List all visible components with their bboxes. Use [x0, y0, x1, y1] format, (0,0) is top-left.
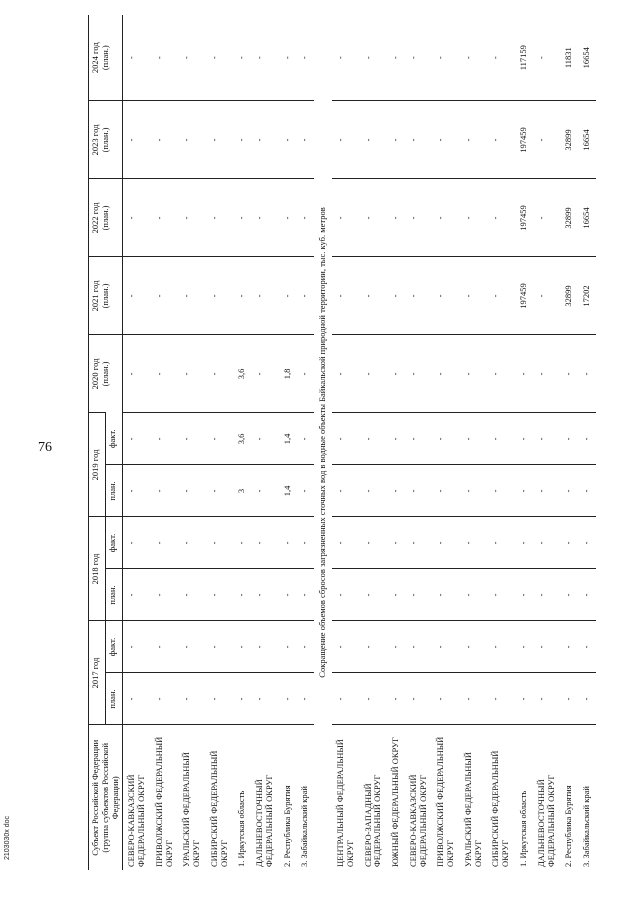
table-cell: - [296, 673, 314, 725]
table-cell: - [332, 621, 360, 673]
table-cell: - [151, 569, 179, 621]
row-subject: ДАЛЬНЕВОСТОЧНЫЙ ФЕДЕРАЛЬНЫЙ ОКРУГ [533, 725, 561, 870]
table-cell: - [578, 569, 596, 621]
header-subject: Субъект Российской Федерации (группа субъектов Российской Федерации) [89, 725, 123, 870]
table-cell: - [387, 335, 405, 413]
table-cell: - [279, 673, 297, 725]
table-row [233, 15, 251, 870]
table-cell: - [432, 257, 460, 335]
row-subject: СЕВЕРО-ЗАПАДНЫЙ ФЕДЕРАЛЬНЫЙ ОКРУГ [360, 725, 388, 870]
table-cell: - [178, 413, 206, 465]
table-cell: - [233, 517, 251, 569]
table-cell: 32899 [560, 257, 578, 335]
table-cell: - [233, 569, 251, 621]
table-cell: 1,8 [279, 335, 297, 413]
table-cell: - [405, 673, 433, 725]
table-cell: - [281, 56, 292, 60]
table-cell: - [332, 335, 360, 413]
table-cell: - [487, 517, 515, 569]
table-cell: - [151, 465, 179, 517]
table-row [296, 15, 314, 870]
table-cell: - [533, 517, 561, 569]
table-row [206, 15, 234, 870]
table-row [578, 15, 596, 870]
table-cell: - [123, 569, 151, 621]
table-cell: - [279, 569, 297, 621]
row-subject: ПРИВОЛЖСКИЙ ФЕДЕРАЛЬНЫЙ ОКРУГ [151, 725, 179, 870]
header-subcolumn: план. [106, 465, 123, 517]
table-cell: - [181, 56, 192, 60]
header-year: 2017 год [89, 621, 106, 725]
table-cell: - [387, 517, 405, 569]
row-subject: УРАЛЬСКИЙ ФЕДЕРАЛЬНЫЙ ОКРУГ [178, 725, 206, 870]
table-cell: - [296, 179, 314, 257]
table-cell: - [360, 465, 388, 517]
table-cell: - [515, 569, 533, 621]
table-cell: - [335, 56, 346, 60]
row-subject: 2. Республика Бурятия [279, 725, 297, 870]
table-cell: - [332, 257, 360, 335]
table-cell: - [123, 413, 151, 465]
data-table [88, 15, 596, 870]
table-cell: - [206, 335, 234, 413]
table-cell: - [123, 517, 151, 569]
table-cell: - [206, 413, 234, 465]
table-cell: - [487, 179, 515, 257]
table-cell: 197459 [515, 257, 533, 335]
table-cell: 32899 [560, 179, 578, 257]
table-cell: - [460, 413, 488, 465]
table-cell: - [332, 413, 360, 465]
table-cell: - [254, 56, 265, 60]
table-cell: 117159 [517, 45, 528, 71]
row-subject: СИБИРСКИЙ ФЕДЕРАЛЬНЫЙ ОКРУГ [206, 725, 234, 870]
table-cell: - [387, 179, 405, 257]
table-cell: - [405, 465, 433, 517]
table-cell: - [432, 335, 460, 413]
table-cell: - [405, 569, 433, 621]
row-subject: ЮЖНЫЙ ФЕДЕРАЛЬНЫЙ ОКРУГ [387, 725, 405, 870]
table-cell: 1,4 [279, 465, 297, 517]
table-cell: - [405, 179, 433, 257]
table-cell: - [126, 56, 137, 60]
table-row [432, 15, 460, 870]
table-cell: - [462, 56, 473, 60]
table-cell: - [279, 101, 297, 179]
table-cell: - [432, 413, 460, 465]
table-cell: - [533, 179, 561, 257]
header-year: 2021 год (план.) [89, 257, 123, 335]
table-cell: - [460, 335, 488, 413]
table-cell: 16654 [578, 179, 596, 257]
table-cell: - [560, 465, 578, 517]
table-cell: - [178, 257, 206, 335]
table-cell: - [515, 621, 533, 673]
table-cell: - [460, 101, 488, 179]
table-cell: - [279, 179, 297, 257]
header-year: 2019 год [89, 413, 106, 517]
table-cell: - [233, 621, 251, 673]
table-cell: - [387, 257, 405, 335]
table-cell: - [360, 257, 388, 335]
table-row [360, 15, 388, 870]
table-cell: - [123, 621, 151, 673]
table-cell: - [332, 517, 360, 569]
table-cell: - [487, 673, 515, 725]
table-cell: - [362, 56, 373, 60]
table-cell: - [578, 335, 596, 413]
header-year: 2018 год [89, 517, 106, 621]
table-cell: 1,4 [279, 413, 297, 465]
table-cell: - [360, 335, 388, 413]
table-row [460, 15, 488, 870]
row-subject: ЦЕНТРАЛЬНЫЙ ФЕДЕРАЛЬНЫЙ ОКРУГ [332, 725, 360, 870]
table-cell: - [487, 257, 515, 335]
table-cell: - [578, 621, 596, 673]
table-row [151, 15, 179, 870]
table-cell: - [332, 101, 360, 179]
table-cell: - [233, 257, 251, 335]
table-cell: - [578, 517, 596, 569]
table-cell: - [533, 621, 561, 673]
header-subcolumn: план. [106, 569, 123, 621]
table-row [487, 15, 515, 870]
table-cell: - [390, 56, 401, 60]
table-cell: - [487, 413, 515, 465]
table-cell: - [233, 673, 251, 725]
table-cell: - [487, 335, 515, 413]
header-year: 2023 год (план.) [89, 101, 123, 179]
table-cell: - [206, 673, 234, 725]
row-subject: 1. Иркутская область [233, 725, 251, 870]
table-cell: - [279, 621, 297, 673]
table-cell: 197459 [515, 179, 533, 257]
table-cell: 32899 [560, 101, 578, 179]
table-cell: - [560, 621, 578, 673]
table-cell: - [123, 335, 151, 413]
table-cell: - [460, 621, 488, 673]
table-cell: - [560, 413, 578, 465]
table-cell: - [460, 179, 488, 257]
row-subject: 1. Иркутская область [515, 725, 533, 870]
table-cell: - [360, 673, 388, 725]
table-cell: - [487, 101, 515, 179]
table-row [332, 15, 360, 870]
table-cell: - [578, 673, 596, 725]
table-cell: - [151, 257, 179, 335]
table-cell: - [251, 673, 279, 725]
table-cell: - [360, 101, 388, 179]
table-row [515, 15, 533, 870]
table-cell: - [432, 621, 460, 673]
table-cell: - [560, 335, 578, 413]
table-cell: - [206, 621, 234, 673]
table-cell: - [151, 335, 179, 413]
table-cell: - [251, 257, 279, 335]
table-cell: - [407, 56, 418, 60]
table-cell: - [435, 56, 446, 60]
table-cell: - [460, 257, 488, 335]
table-cell: - [206, 179, 234, 257]
table-cell: - [387, 413, 405, 465]
row-subject: УРАЛЬСКИЙ ФЕДЕРАЛЬНЫЙ ОКРУГ [460, 725, 488, 870]
table-cell: - [151, 179, 179, 257]
row-subject: СИБИРСКИЙ ФЕДЕРАЛЬНЫЙ ОКРУГ [487, 725, 515, 870]
table-cell: - [296, 569, 314, 621]
header-year: 2022 год (план.) [89, 179, 123, 257]
rotated-table-page [88, 15, 618, 870]
table-cell: - [560, 673, 578, 725]
table-cell: - [296, 257, 314, 335]
table-cell: - [251, 465, 279, 517]
table-cell: - [123, 465, 151, 517]
table-cell: 3,6 [233, 413, 251, 465]
table-cell: - [332, 179, 360, 257]
header-subcolumn: факт. [106, 621, 123, 673]
row-subject: СЕВЕРО-КАВКАЗСКИЙ ФЕДЕРАЛЬНЫЙ ОКРУГ [123, 725, 151, 870]
header-subcolumn: факт. [106, 413, 123, 465]
table-cell: - [123, 257, 151, 335]
table-cell: 17202 [578, 257, 596, 335]
row-subject: 2. Республика Бурятия [560, 725, 578, 870]
table-cell: - [432, 179, 460, 257]
table-cell: - [460, 465, 488, 517]
table-cell: - [578, 413, 596, 465]
table-cell: - [236, 56, 247, 60]
table-cell: - [515, 517, 533, 569]
table-cell: - [387, 621, 405, 673]
table-cell: - [178, 569, 206, 621]
table-cell: - [460, 569, 488, 621]
table-cell: - [487, 569, 515, 621]
table-cell: - [432, 465, 460, 517]
table-cell: - [296, 465, 314, 517]
table-cell: - [360, 179, 388, 257]
table-cell: - [360, 621, 388, 673]
table-cell: - [332, 465, 360, 517]
table-cell: - [279, 517, 297, 569]
table-cell: 3 [233, 465, 251, 517]
table-cell: - [151, 673, 179, 725]
table-cell: - [251, 517, 279, 569]
table-cell: - [578, 465, 596, 517]
table-cell: 197459 [515, 101, 533, 179]
table-cell: - [251, 179, 279, 257]
table-cell: - [296, 517, 314, 569]
table-cell: - [460, 517, 488, 569]
table-cell: - [296, 101, 314, 179]
table-cell: - [151, 517, 179, 569]
table-cell: - [332, 673, 360, 725]
table-cell: - [296, 413, 314, 465]
table-cell: - [251, 101, 279, 179]
table-cell: - [206, 517, 234, 569]
table-cell: - [123, 673, 151, 725]
table-cell: 3,6 [233, 335, 251, 413]
table-cell: - [208, 56, 219, 60]
table-cell: - [151, 621, 179, 673]
table-cell: 16654 [578, 101, 596, 179]
table-cell: - [533, 673, 561, 725]
header-year: 2024 год (план.) [89, 15, 123, 101]
table-cell: - [387, 465, 405, 517]
table-cell: - [487, 465, 515, 517]
table-row [387, 15, 405, 870]
table-cell: - [490, 56, 501, 60]
table-cell: - [206, 465, 234, 517]
table-cell: - [178, 179, 206, 257]
table-cell: - [387, 569, 405, 621]
row-subject: 3. Забайкальский край [296, 725, 314, 870]
table-cell: - [123, 179, 151, 257]
table-cell: - [387, 673, 405, 725]
header-subcolumn: факт. [106, 517, 123, 569]
table-cell: 11831 [563, 47, 574, 69]
table-cell: - [178, 517, 206, 569]
table-cell: - [332, 569, 360, 621]
table-cell: - [533, 413, 561, 465]
table-cell: - [233, 179, 251, 257]
page-number: 76 [38, 440, 52, 455]
table-cell: - [405, 257, 433, 335]
table-cell: - [296, 621, 314, 673]
table-row [251, 15, 279, 870]
table-row [405, 15, 433, 870]
table-cell: - [206, 569, 234, 621]
table-cell: - [178, 101, 206, 179]
table-cell: - [405, 621, 433, 673]
table-cell: - [515, 465, 533, 517]
table-cell: - [432, 673, 460, 725]
table-cell: - [251, 335, 279, 413]
table-cell: - [178, 621, 206, 673]
table-cell: - [178, 465, 206, 517]
row-subject: ДАЛЬНЕВОСТОЧНЫЙ ФЕДЕРАЛЬНЫЙ ОКРУГ [251, 725, 279, 870]
table-cell: - [533, 101, 561, 179]
table-row [560, 15, 578, 870]
table-cell: - [233, 101, 251, 179]
table-cell: - [533, 335, 561, 413]
table-header [89, 15, 123, 870]
table-cell: - [251, 413, 279, 465]
section-caption: Сокращение объемов сбросов загрязненных сточных вод в водные объекты Байкальской природной территории, тыс. куб. метров [317, 207, 328, 678]
table-cell: - [405, 413, 433, 465]
table-cell: - [560, 517, 578, 569]
table-cell: - [533, 569, 561, 621]
table-cell: - [178, 335, 206, 413]
table-row [123, 15, 151, 870]
table-cell: - [405, 101, 433, 179]
table-row [279, 15, 297, 870]
table-cell: - [251, 569, 279, 621]
table-cell: - [123, 101, 151, 179]
table-cell: - [299, 56, 310, 60]
header-year: 2020 год (план.) [89, 335, 123, 413]
table-cell: - [360, 569, 388, 621]
table-cell: 16654 [581, 47, 592, 69]
table-cell: - [387, 101, 405, 179]
table-cell: - [432, 101, 460, 179]
table-cell: - [535, 56, 546, 60]
table-cell: - [360, 413, 388, 465]
table-cell: - [206, 257, 234, 335]
table-cell: - [206, 101, 234, 179]
table-cell: - [432, 517, 460, 569]
table-cell: - [515, 413, 533, 465]
table-cell: - [296, 335, 314, 413]
table-cell: - [405, 517, 433, 569]
table-cell: - [251, 621, 279, 673]
table-cell: - [360, 517, 388, 569]
table-cell: - [515, 673, 533, 725]
table-row [533, 15, 561, 870]
table-cell: - [279, 257, 297, 335]
table-cell: - [432, 569, 460, 621]
table-cell: - [533, 257, 561, 335]
table-row [178, 15, 206, 870]
row-subject: СЕВЕРО-КАВКАЗСКИЙ ФЕДЕРАЛЬНЫЙ ОКРУГ [405, 725, 433, 870]
footer-code: 2103030х doc [4, 816, 11, 860]
table-cell: - [460, 673, 488, 725]
table-cell: - [405, 335, 433, 413]
table-cell: - [515, 335, 533, 413]
table-cell: - [151, 413, 179, 465]
table-cell: - [151, 101, 179, 179]
table-cell: - [178, 673, 206, 725]
row-subject: 3. Забайкальский край [578, 725, 596, 870]
table-cell: - [153, 56, 164, 60]
table-cell: - [487, 621, 515, 673]
row-subject: ПРИВОЛЖСКИЙ ФЕДЕРАЛЬНЫЙ ОКРУГ [432, 725, 460, 870]
header-subcolumn: план. [106, 673, 123, 725]
table-cell: - [533, 465, 561, 517]
table-cell: - [560, 569, 578, 621]
table-body [123, 15, 596, 870]
